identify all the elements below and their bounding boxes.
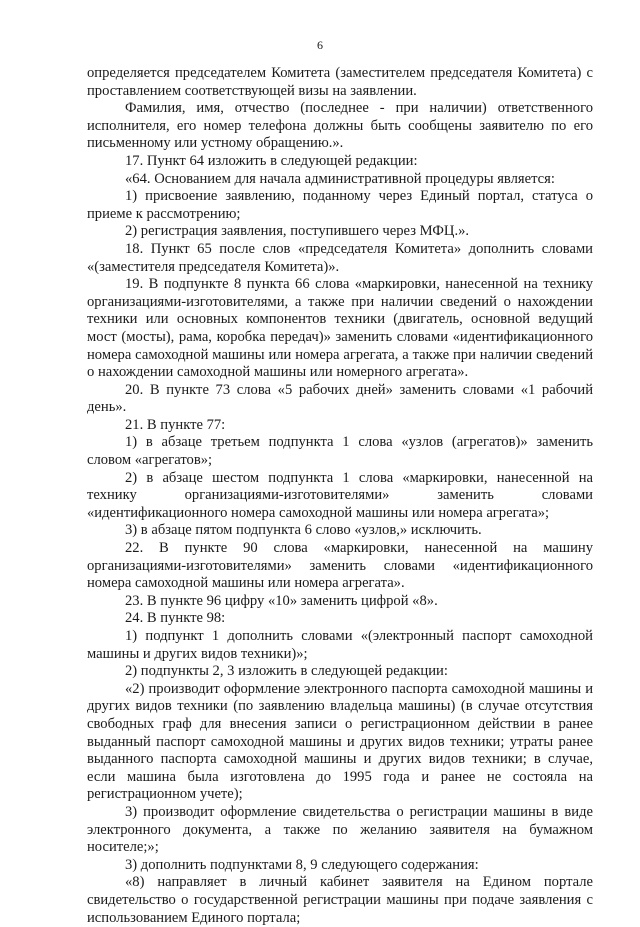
paragraph: 3) производит оформление свидетельства о регистрации машины в виде электронного документа, а также по желанию заявителя на бумажном носителе;»; — [87, 803, 593, 856]
paragraph: 22. В пункте 90 слова «маркировки, нанесенной на машину организациями-изготовителями» заменить словами «идентификационного номера самоходной машины или номера агрегата». — [87, 540, 593, 592]
paragraph: 2) подпункты 2, 3 изложить в следующей редакции: — [125, 663, 448, 680]
paragraph: 3) дополнить подпунктами 8, 9 следующего содержания: — [125, 856, 479, 873]
paragraph: «8) направляет в личный кабинет заявителя на Едином портале свидетельство о государственной регистрации машины при подаче заявления с использованием Единого портала; — [87, 874, 593, 926]
paragraph: 24. В пункте 98: — [125, 610, 226, 627]
paragraph: Фамилия, имя, отчество (последнее - при наличии) ответственного исполнителя, его номер телефона должны быть сообщены заявителю по его письменному или устному обращению.». — [87, 100, 593, 152]
paragraph: 19. В подпункте 8 пункта 66 слова «маркировки, нанесенной на технику организациями-изготовителями, а также при наличии сведений о нахождении техники или основных компонентов техники (двигатель, основной ведущий мост (мосты), рама, коробка передач)» заменить словами «идентификационного номера самоходной машины или номера агрегата, а также при наличии сведений о нахождении самоходной машины или номерного агрегата». — [87, 276, 593, 381]
paragraph: «2) производит оформление электронного паспорта самоходной машины и других видов техники (по заявлению владельца машины) (в случае отсутствия свободных граф для внесения записи о регистрационном действии в ранее выданный паспорт самоходной машины и других видов техники; утраты ранее выданного паспорта самоходной машины и других видов техники; в случае, если машина была изготовлена до 1995 года и ранее не состояла на регистрационном учете); — [87, 680, 593, 803]
page-number: 6 — [317, 38, 323, 52]
paragraph: 1) в абзаце третьем подпункта 1 слова «узлов (агрегатов)» заменить словом «агрегатов»; — [87, 434, 593, 469]
paragraph: 3) в абзаце пятом подпункта 6 слово «узлов,» исключить. — [125, 522, 482, 539]
paragraph: 17. Пункт 64 изложить в следующей редакции: — [125, 152, 418, 169]
paragraph: 1) подпункт 1 дополнить словами «(электронный паспорт самоходной машины и других видов техники)»; — [87, 628, 593, 662]
paragraph: 21. В пункте 77: — [125, 416, 226, 433]
paragraph: 18. Пункт 65 после слов «председателя Комитета» дополнить словами «(заместителя председателя Комитета)». — [87, 240, 593, 275]
paragraph-continuation: определяется председателем Комитета (заместителем председателя Комитета) с проставлением соответствующей визы на заявлении. — [87, 65, 593, 99]
paragraph: 2) регистрация заявления, поступившего через МФЦ.». — [125, 223, 470, 240]
paragraph: 23. В пункте 96 цифру «10» заменить цифрой «8». — [125, 592, 438, 609]
paragraph: «64. Основанием для начала административной процедуры является: — [125, 170, 555, 187]
paragraph: 1) присвоение заявлению, поданному через Единый портал, статуса о приеме к рассмотрению; — [87, 188, 593, 222]
document-body — [87, 65, 593, 927]
paragraph: 2) в абзаце шестом подпункта 1 слова «маркировки, нанесенной на технику организациями-изготовителями» заменить словами «идентификационного номера самоходной машины или номера агрегата»; — [87, 469, 593, 521]
paragraph: 20. В пункте 73 слова «5 рабочих дней» заменить словами «1 рабочий день». — [87, 381, 593, 416]
